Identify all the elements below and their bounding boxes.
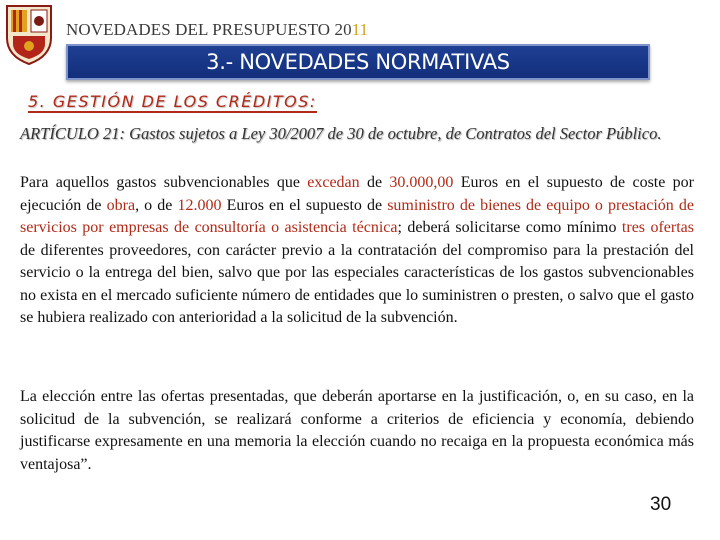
text-run: de diferentes proveedores, con carácter previo a la contratación del compromiso para la prestación del servicio o la entrega del bien, salvo que por las especiales características de los gastos subvencionables no exista en el mercado suficiente número de entidades que lo suministren o presten, o salvo que el gasto se hubiera realizado con anterioridad a la solicitud de la subvención. — [20, 241, 694, 326]
highlight-text: 30.000,00 — [389, 174, 454, 191]
text-run: Para aquellos gastos subvencionables que — [20, 174, 308, 191]
title-banner — [66, 44, 650, 80]
text-run: , o de — [135, 196, 178, 214]
highlight-text: excedan — [307, 174, 360, 191]
highlight-text: 12.000 — [177, 196, 222, 214]
page-number: 30 — [650, 494, 672, 515]
article-title: ARTÍCULO 21: Gastos sujetos a Ley 30/2007 de 30 de octubre, de Contratos del Sector Público. — [20, 124, 662, 143]
paragraph-2: La elección entre las ofertas presentadas, que deberán aportarse en la justificación, o, en su caso, en la solicitud de la subvención, se realizará conforme a criterios de eficiencia y economía, debiendo justificarse expresamente en una memoria la elección cuando no recaiga en la propuesta económica más ventajosa”. — [20, 388, 694, 473]
text-run: de — [359, 174, 390, 191]
text-run: Euros en el supuesto de coste por ejecución de — [20, 174, 694, 214]
paragraph-1 — [20, 172, 694, 330]
highlight-text: tres ofertas — [621, 219, 694, 236]
header-title-year: 11 — [351, 20, 369, 39]
highlight-text: obra — [106, 196, 136, 214]
header-title — [66, 20, 368, 40]
header-title-main: NOVEDADES DEL PRESUPUESTO 20 — [66, 20, 352, 39]
banner-title: 3.- NOVEDADES NORMATIVAS — [206, 50, 510, 74]
section-heading: 5. GESTIÓN DE LOS CRÉDITOS: — [28, 92, 317, 111]
text-run: ; deberá solicitarse como mínimo — [397, 219, 622, 236]
university-crest-icon — [3, 4, 55, 66]
highlight-text: suministro de bienes de equipo o prestación de servicios por empresas de consultoría o asistencia técnica — [20, 196, 694, 236]
text-run: Euros en el supuesto de — [221, 196, 388, 214]
